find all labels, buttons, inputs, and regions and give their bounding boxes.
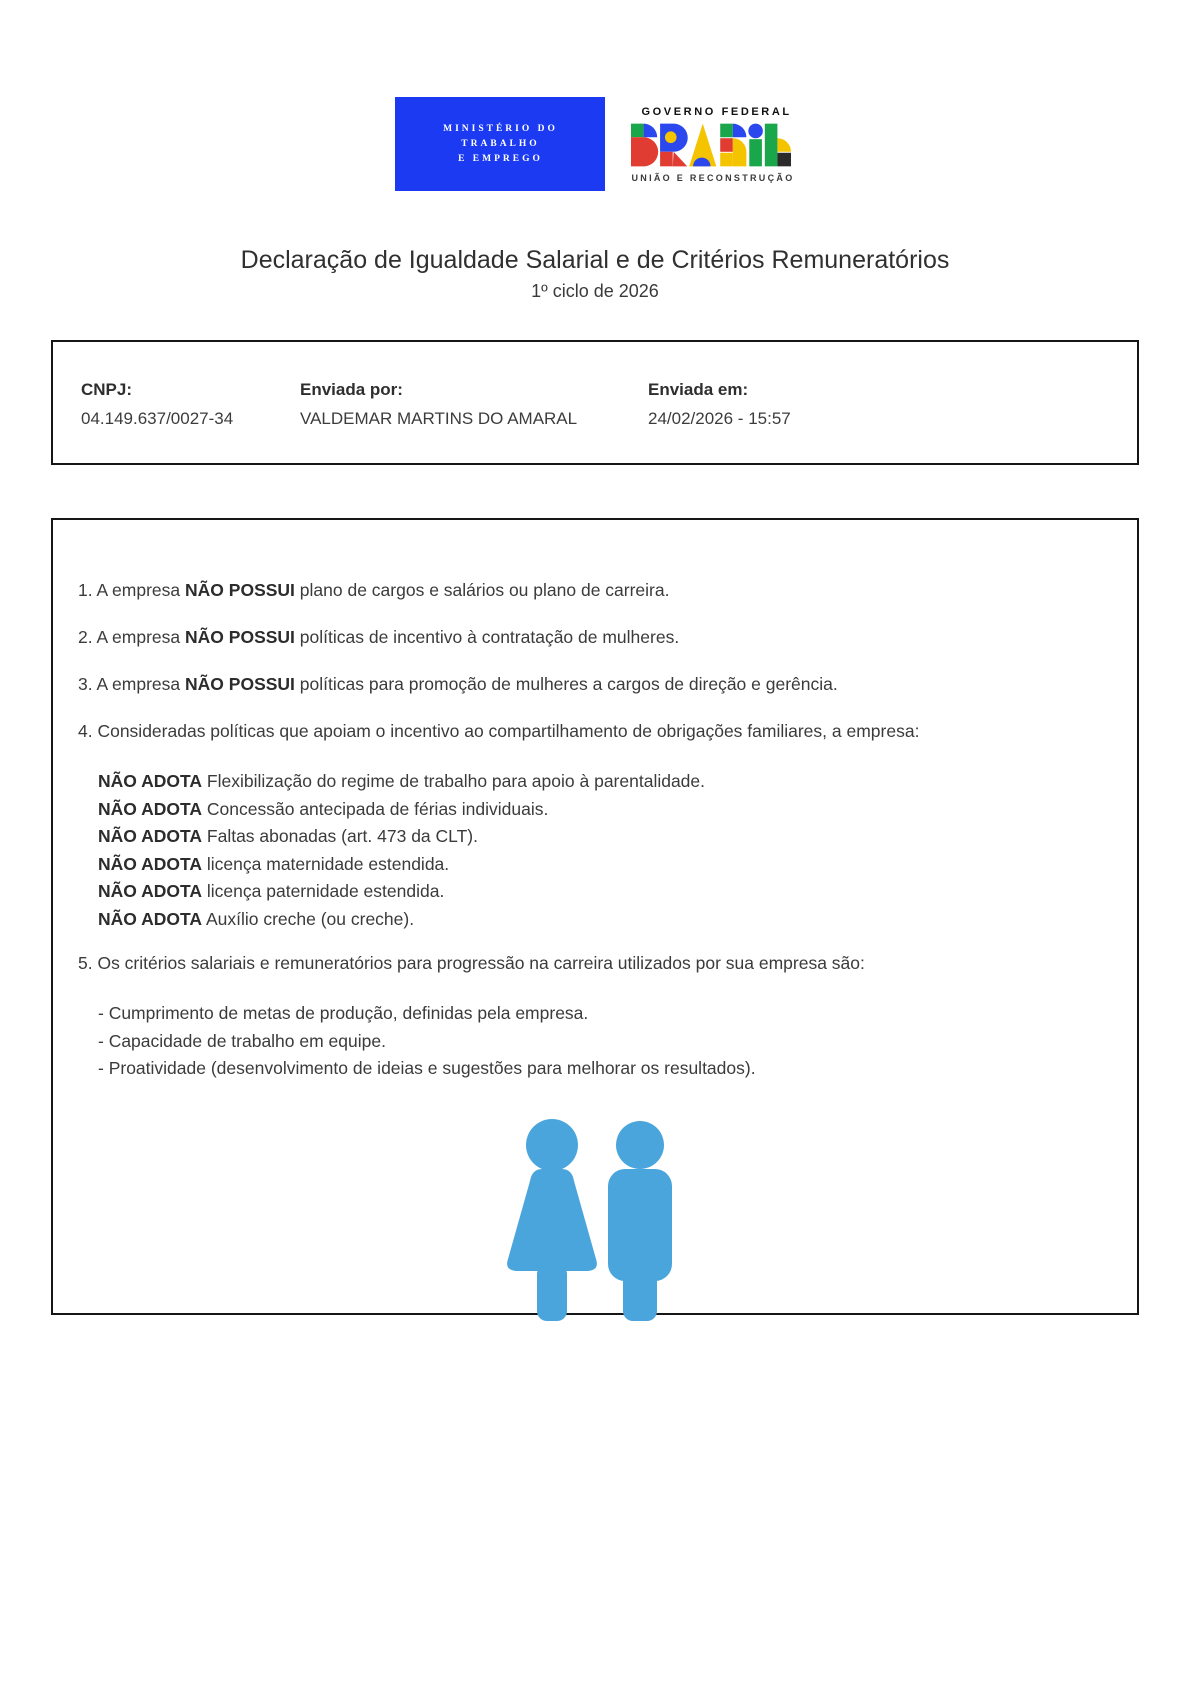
cnpj-label: CNPJ:: [81, 380, 133, 399]
item-text: políticas para promoção de mulheres a cargos de direção e gerência.: [299, 674, 838, 694]
item-bold-text: NÃO POSSUI: [185, 674, 295, 694]
item-text: políticas de incentivo à contratação de mulheres.: [299, 627, 680, 647]
info-field-cnpj: [81, 380, 300, 429]
item-bold-text: NÃO POSSUI: [185, 580, 295, 600]
policy-text: licença maternidade estendida.: [206, 853, 450, 874]
policy-status: NÃO ADOTA: [98, 853, 203, 874]
ministry-logo-line: MINISTÉRIO DO: [443, 123, 558, 134]
policy-row: [98, 796, 1107, 824]
policy-text: Auxílio creche (ou creche).: [205, 908, 415, 929]
policy-list: [98, 768, 1107, 933]
declaration-item-4: [78, 721, 1107, 741]
brasil-wordmark-icon: [631, 123, 791, 167]
item-text: 1. A empresa: [78, 580, 181, 600]
enviada-em-label: Enviada em:: [648, 380, 749, 399]
ministry-logo-line: TRABALHO: [461, 138, 540, 149]
uniao-reconstrucao-label: UNIÃO E RECONSTRUÇÃO: [631, 172, 795, 183]
header-logos: [0, 0, 1190, 191]
declaration-item-1: [78, 580, 1107, 600]
policy-status: NÃO ADOTA: [98, 771, 203, 791]
page-title: Declaração de Igualdade Salarial e de Critérios Remuneratórios: [240, 246, 950, 274]
gov-federal-logo: [631, 106, 794, 183]
policy-text: Concessão antecipada de férias individuais.: [206, 798, 549, 819]
policy-status: NÃO ADOTA: [98, 908, 203, 929]
item-text: 3. A empresa: [78, 674, 181, 694]
policy-status: NÃO ADOTA: [98, 798, 203, 819]
ministry-logo-line: E EMPREGO: [458, 153, 543, 164]
policy-row: [98, 878, 1107, 906]
criteria-row: - Cumprimento de metas de produção, definidas pela empresa.: [98, 1003, 589, 1023]
item-text: plano de cargos e salários ou plano de carreira.: [299, 580, 670, 600]
policy-text: Flexibilização do regime de trabalho para apoio à parentalidade.: [206, 771, 706, 791]
info-field-enviada-por: [300, 380, 648, 429]
governo-federal-label: GOVERNO FEDERAL: [641, 105, 792, 118]
ministry-logo: [395, 97, 605, 191]
item-text: 5. Os critérios salariais e remuneratórios para progressão na carreira utilizados por sua empresa são:: [78, 953, 865, 973]
info-box: [51, 340, 1139, 465]
item-text: 4. Consideradas políticas que apoiam o incentivo ao compartilhamento de obrigações familiares, a empresa:: [78, 721, 920, 741]
enviada-em-value: 24/02/2026 - 15:57: [648, 409, 791, 428]
declaration-item-3: [78, 674, 1107, 694]
criteria-list: [98, 1000, 1107, 1083]
declaration-item-5: [78, 953, 1107, 973]
policy-row: [98, 823, 1107, 851]
declaration-box: [51, 518, 1139, 1315]
item-text: 2. A empresa: [78, 627, 181, 647]
cnpj-value: 04.149.637/0027-34: [81, 409, 234, 428]
enviada-por-value: VALDEMAR MARTINS DO AMARAL: [300, 409, 578, 428]
declaration-item-2: [78, 627, 1107, 647]
woman-and-man-icon: [500, 1119, 686, 1321]
page-subtitle: 1º ciclo de 2026: [531, 281, 659, 301]
people-icon-wrap: [78, 1119, 1107, 1321]
policy-status: NÃO ADOTA: [98, 881, 203, 901]
info-field-enviada-em: [648, 380, 791, 429]
enviada-por-label: Enviada por:: [300, 380, 403, 399]
policy-text: Faltas abonadas (art. 473 da CLT).: [206, 826, 478, 846]
item-bold-text: NÃO POSSUI: [185, 627, 295, 647]
policy-row: [98, 851, 1107, 879]
policy-row: [98, 768, 1107, 796]
criteria-row: - Capacidade de trabalho em equipe.: [98, 1030, 386, 1051]
policy-status: NÃO ADOTA: [98, 826, 203, 846]
policy-text: licença paternidade estendida.: [206, 881, 445, 901]
criteria-row: - Proatividade (desenvolvimento de ideias e sugestões para melhorar os resultados).: [98, 1058, 756, 1078]
policy-row: [98, 906, 1107, 934]
